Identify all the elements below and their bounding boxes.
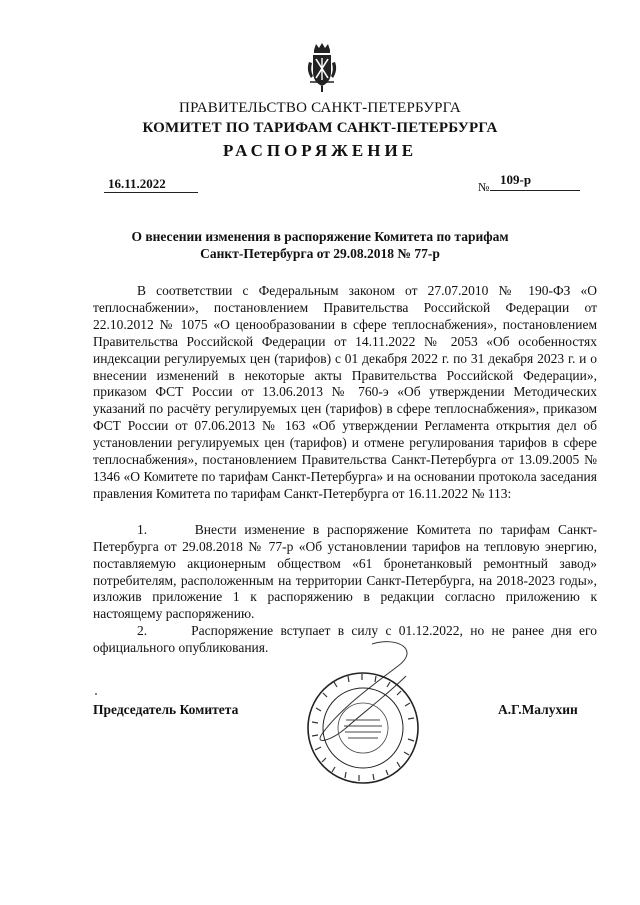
item-2-paragraph: 2. Распоряжение вступает в силу с 01.12.2022, но не ранее дня его официального опубликования. (93, 623, 597, 656)
committee-name: КОМИТЕТ ПО ТАРИФАМ САНКТ-ПЕТЕРБУРГА (142, 120, 498, 136)
ink-dot (95, 693, 97, 695)
item-1-paragraph: 1. Внести изменение в распоряжение Комитета по тарифам Санкт-Петербурга от 29.08.2018 № 77-р «Об установлении тарифов на тепловую энергию, поставляемую акционерным обществом «61 бронетанковый ремонтный завод» потребителям, расположенным на территории Санкт-Петербурга, на 2018-2023 годы», изложив приложение 1 к распоряжению в редакции согласно приложению к настоящему распоряжению. (93, 521, 597, 622)
document-number: 109-р (490, 172, 580, 191)
signatory-position: Председатель Комитета (93, 702, 239, 717)
preamble-paragraph: В соответствии с Федеральным законом от 27.07.2010 № 190-ФЗ «О теплоснабжении», постановлением Правительства Российской Федерации от 22.10.2012 № 1075 «О ценообразовании в сфере теплоснабжения», постановлением Правительства Российской Федерации от 14.11.2022 № 2053 «Об особенностях индексации регулируемых цен (тарифов) с 01 декабря 2022 г. по 31 декабря 2023 г. и о внесении изменений в некоторые акты Правительства Российской Федерации», приказом ФСТ России от 13.06.2013 № 760-э «Об утверждении Методических указаний по расчёту регулируемых цен (тарифов) в сфере теплоснабжения», приказом ФСТ России от 07.06.2013 № 163 «Об утверждении Регламента открытия дел об установлении регулируемых цен (тарифов) и отмене регулирования тарифов в сфере теплоснабжения», постановлением Правительства Санкт-Петербурга от 13.09.2005 № 1346 «О Комитете по тарифам Санкт-Петербурга» и на основании протокола заседания правления Комитета по тарифам Санкт-Петербурга от 16.11.2022 № 113: (93, 283, 597, 501)
signatory-name: А.Г.Малухин (498, 702, 578, 717)
subject-line-2: Санкт-Петербурга от 29.08.2018 № 77-р (200, 246, 440, 261)
subject-line-1: О внесении изменения в распоряжение Комитета по тарифам (131, 229, 509, 244)
coat-of-arms-emblem (304, 42, 340, 94)
official-stamp (302, 636, 424, 786)
document-date: 16.11.2022 (104, 176, 198, 193)
document-subject (80, 228, 560, 262)
number-sign: № (478, 180, 490, 194)
document-type: РАСПОРЯЖЕНИЕ (222, 141, 418, 160)
government-name: ПРАВИТЕЛЬСТВО САНКТ-ПЕТЕРБУРГА (179, 100, 461, 116)
document-body (93, 283, 597, 657)
